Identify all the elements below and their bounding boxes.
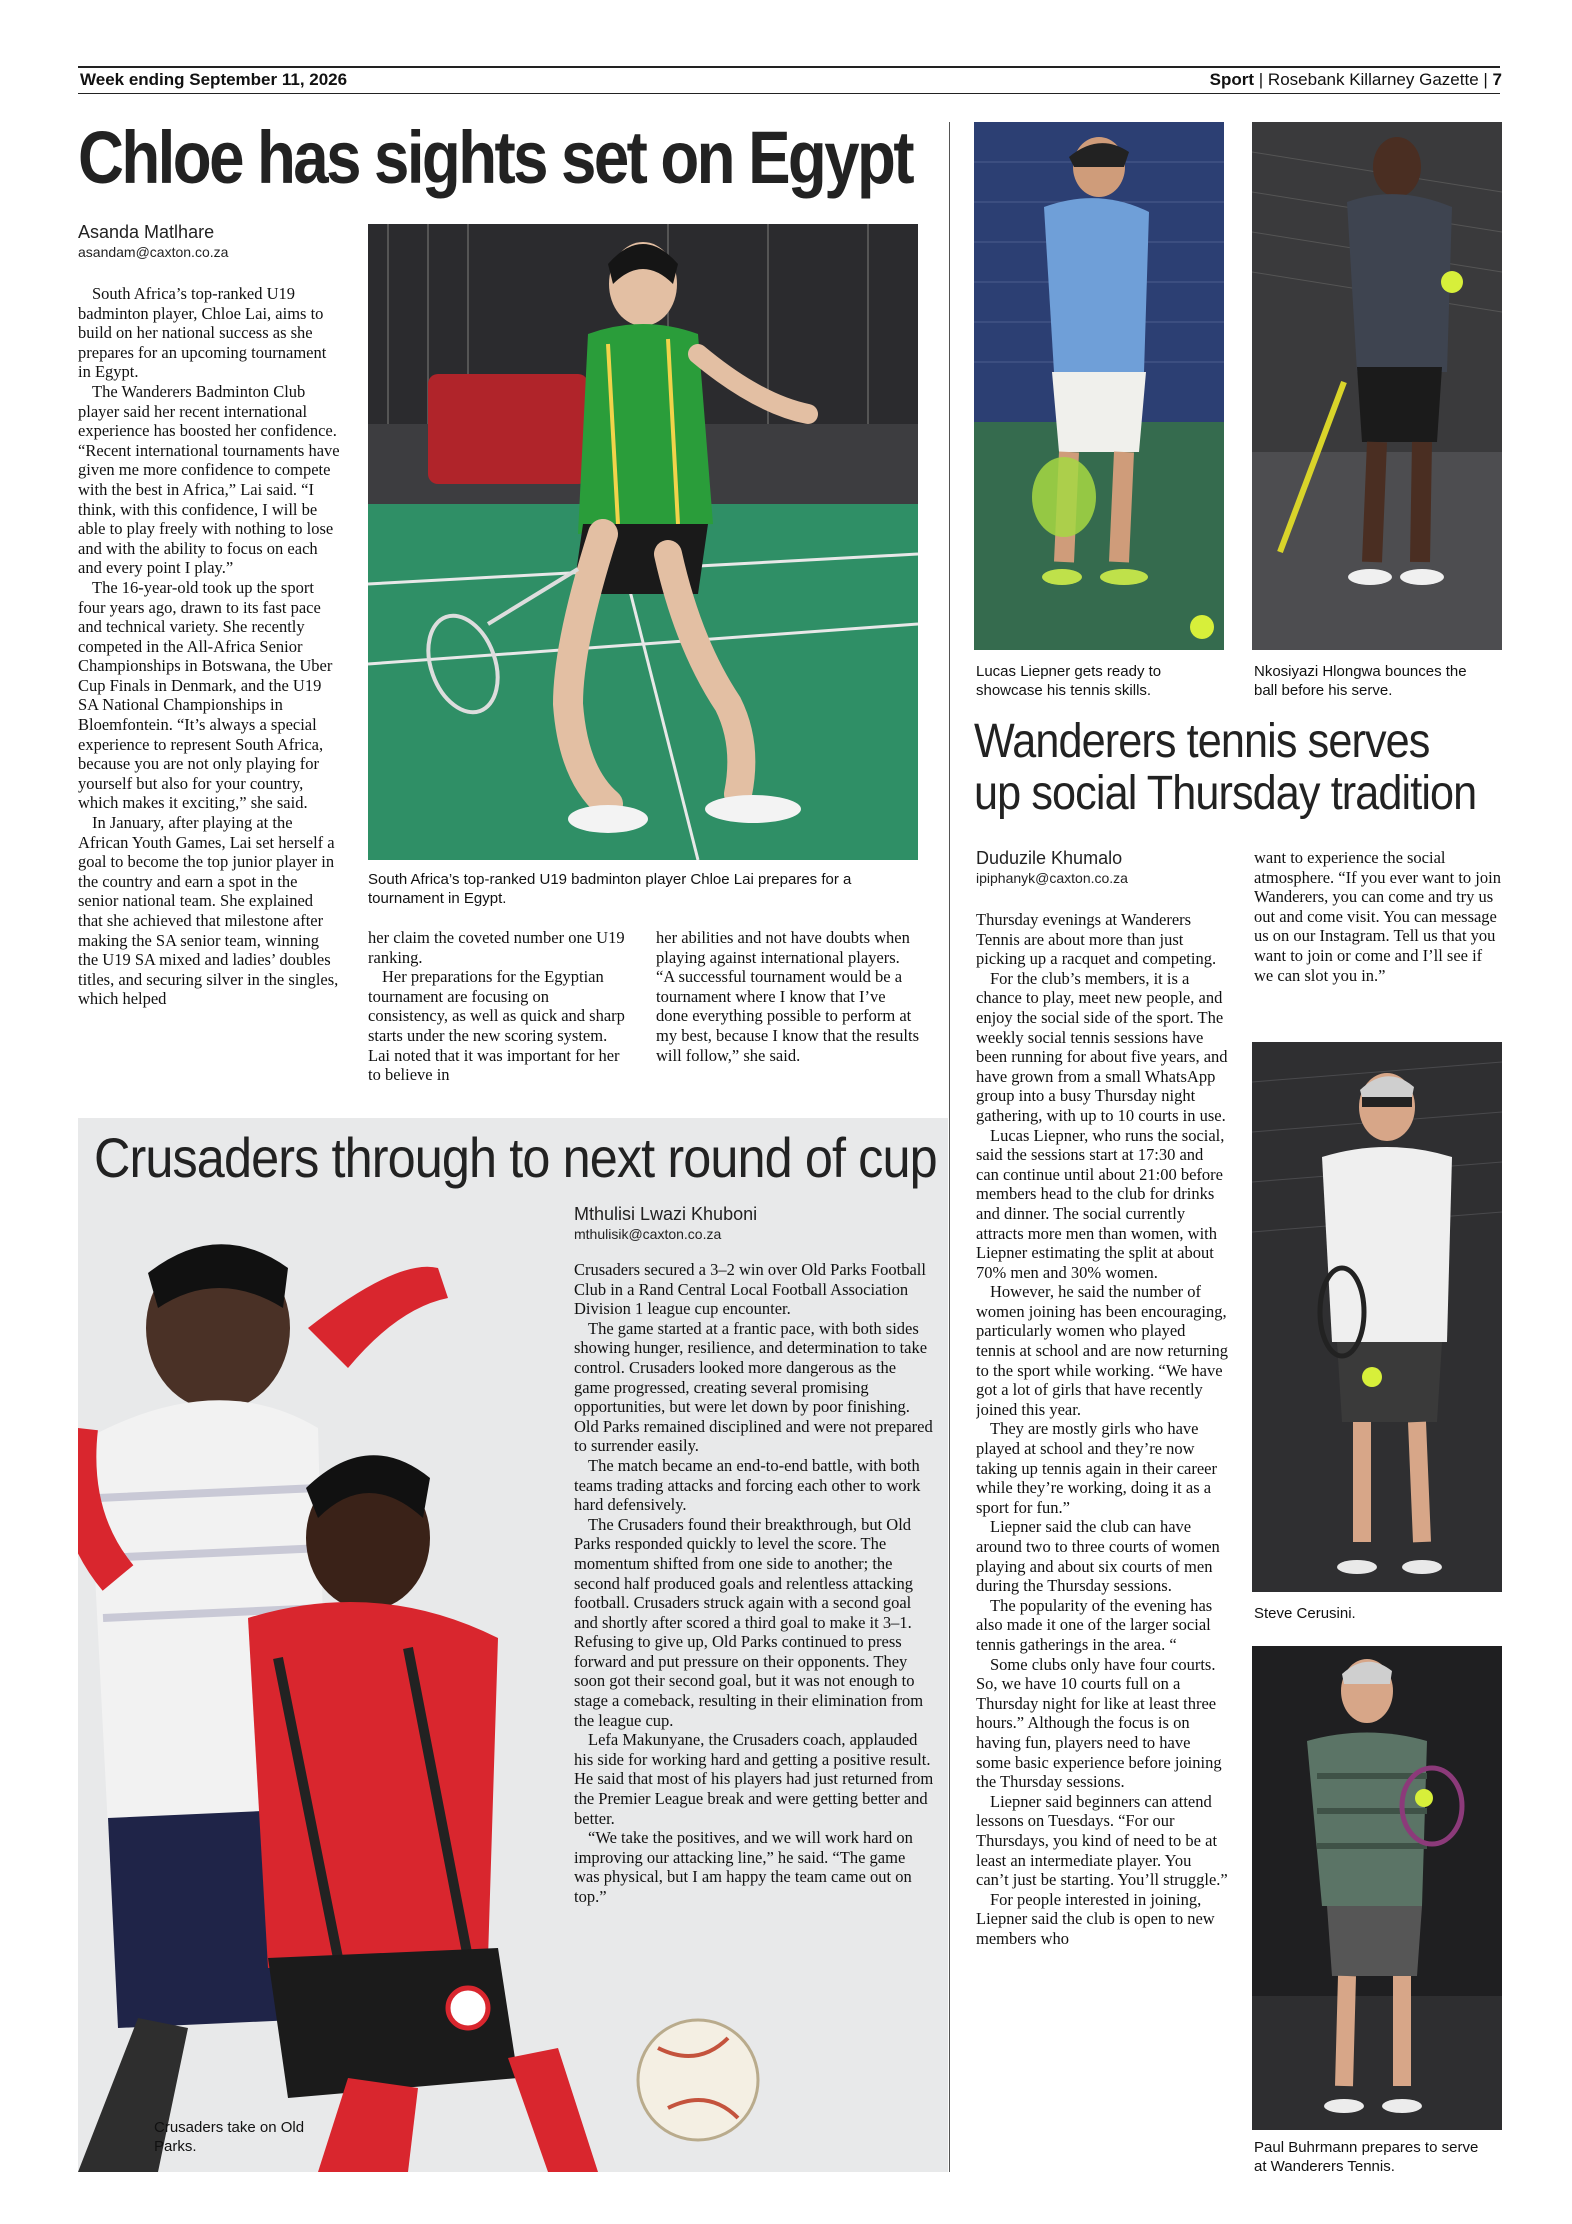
tennis-player-image: [974, 122, 1224, 650]
buhrmann-photo: [1252, 1646, 1502, 2130]
chloe-column-1: [78, 284, 340, 1094]
crusaders-author: Mthulisi Lwazi Khuboni: [574, 1204, 758, 1224]
chloe-author: Asanda Matlhare: [78, 222, 215, 242]
hlongwa-photo: [1252, 122, 1502, 650]
buhrmann-caption: Paul Buhrmann prepares to serve at Wanderers Tennis.: [1254, 2139, 1479, 2175]
publication-name: Rosebank Killarney Gazette: [1267, 70, 1479, 89]
hlongwa-caption: Nkosiyazi Hlongwa bounces the ball before his serve.: [1254, 663, 1467, 699]
paragraph: Lefa Makunyane, the Crusaders coach, applauded his side for working hard and getting a positive result. He said that most of his players had just returned from the Premier League break and were getting better and better.: [574, 1730, 934, 1828]
tennis-email: ipiphanyk@caxton.co.za: [976, 870, 1128, 886]
paragraph: “We take the positives, and we will work hard on improving our attacking line,” he said. “The game was physical, but I am happy the team came out on top.”: [574, 1828, 913, 1906]
paragraph: her abilities and not have doubts when playing against international players. “A successful tournament would be a tournament where I know that I’ve done everything possible to perform at my best, because I know that the results will follow,” she said.: [656, 928, 920, 1065]
chloe-column-3: [656, 928, 920, 1090]
page-header-right: Sport | Rosebank Killarney Gazette | 7: [1209, 70, 1502, 89]
paragraph: The 16-year-old took up the sport four years ago, drawn to its fast pace and technical variety. She recently competed in the All-Africa Senior Championships in Botswana, the Uber Cup Finals in Denmark, and the U19 SA National Championships in Bloemfontein. “It’s always a special experience to represent South Africa, because you are not only playing for yourself but also for your country, which makes it exciting,” she said.: [78, 577, 333, 813]
header-rule-top: [78, 66, 1500, 68]
paragraph: Liepner said beginners can attend lessons on Tuesdays. “For our Thursdays, you kind of need to be at least an intermediate player. You can’t just be starting. You’ll struggle.”: [976, 1791, 1228, 1890]
tennis-player-image-3: [1252, 1042, 1502, 1592]
liepner-photo: [974, 122, 1224, 650]
header-rule-bottom: [78, 93, 1500, 94]
paragraph: Some clubs only have four courts. So, we have 10 courts full on a Thursday night for like at least three hours.” Although the focus is on having fun, players need to have some basic experience before joining the Thursday sessions.: [976, 1654, 1222, 1792]
paragraph: Lucas Liepner, who runs the social, said the sessions start at 17:30 and can continue until about 21:00 before members head to the club for drinks and dinner. The social currently attracts more men than women, with Liepner estimating the split at about 70% men and 30% women.: [976, 1125, 1225, 1282]
tennis-player-image-4: [1252, 1646, 1502, 2130]
chloe-photo: [368, 224, 918, 860]
paragraph: The Crusaders found their breakthrough, but Old Parks responded quickly to level the score. The momentum shifted from one side to another; the second half produced goals and relentless attacking football. Crusaders struck again with a second goal and shortly after scored a third goal to make it 3–1. Refusing to give up, Old Parks continued to press forward and put pressure on their opponents. They soon got their second goal, but it was not enough to stage a comeback, resulting in their elimination from the league cup.: [574, 1514, 924, 1730]
paragraph: For people interested in joining, Liepner said the club is open to new members who: [976, 1889, 1215, 1948]
tennis-column-1: [976, 910, 1228, 2172]
cerusini-caption: Steve Cerusini.: [1254, 1605, 1356, 1622]
cerusini-photo: [1252, 1042, 1502, 1592]
paragraph: want to experience the social atmosphere. “If you ever want to join Wanderers, you can come and try us out and come visit. You can message us on our Instagram. Tell us that you want to join or come and I’ll see if we can slot you in.”: [1254, 848, 1501, 985]
paragraph: The game started at a frantic pace, with both sides showing hunger, resilience, and determination to take control. Crusaders looked more dangerous as the game progressed, creating several promising opportunities, but were let down by poor finishing. Old Parks remained disciplined and were not prepared to surrender easily.: [574, 1318, 933, 1456]
liepner-caption: Lucas Liepner gets ready to showcase his tennis skills.: [976, 663, 1162, 699]
chloe-column-2: [368, 928, 630, 1090]
paragraph: The Wanderers Badminton Club player said her recent international experience has boosted her confidence. “Recent international tournaments have given me more confidence to compete with the best in Africa,” Lai said. “I think, with this confidence, I will be able to play freely with nothing to lose and with the ability to focus on each and every point I play.”: [78, 381, 340, 578]
section-name: Sport: [1209, 70, 1255, 89]
crusaders-body: [574, 1260, 934, 1980]
chloe-caption: South Africa’s top-ranked U19 badminton player Chloe Lai prepares for a tournament in Egypt.: [368, 871, 852, 907]
tennis-column-2: [1254, 848, 1504, 1008]
chloe-headline: Chloe has sights set on Egypt: [78, 116, 912, 199]
tennis-headline: Wanderers tennis serves up social Thursday tradition: [974, 715, 1477, 820]
crusaders-section: [78, 1118, 948, 2172]
paragraph: Crusaders secured a 3–2 win over Old Parks Football Club in a Rand Central Local Football Association Division 1 league cup encounter.: [574, 1260, 926, 1319]
tennis-player-image-2: [1252, 122, 1502, 650]
paragraph: For the club’s members, it is a chance to play, meet new people, and enjoy the social side of the sport. The weekly social tennis sessions have been running for about five years, and have grown from a small WhatsApp group into a busy Thursday night gathering, with up to 10 courts in use.: [976, 968, 1228, 1125]
paragraph: Liepner said the club can have around two to three courts of women playing and about six courts of men during the Thursday sessions.: [976, 1517, 1220, 1596]
chloe-email: asandam@caxton.co.za: [78, 244, 229, 260]
paragraph: Her preparations for the Egyptian tournament are focusing on consistency, as well as quick and sharp starts under the new scoring system. Lai noted that it was important for her to believe in: [368, 967, 625, 1085]
paragraph: her claim the coveted number one U19 ranking.: [368, 928, 625, 967]
column-divider: [949, 122, 950, 2172]
crusaders-caption: Crusaders take on Old Parks.: [154, 2119, 305, 2155]
badminton-player-image: [368, 224, 918, 860]
paragraph: However, he said the number of women joining has been encouraging, particularly women who played tennis at school and are now returning to the sport while working. “We have got a lot of girls that have recently joined this year.: [976, 1282, 1228, 1419]
crusaders-email: mthulisik@caxton.co.za: [574, 1226, 722, 1242]
paragraph: Thursday evenings at Wanderers Tennis are about more than just picking up a racquet and competing.: [976, 910, 1217, 969]
tennis-author: Duduzile Khumalo: [976, 848, 1123, 868]
page-number: 7: [1492, 70, 1502, 89]
paragraph: South Africa’s top-ranked U19 badminton player, Chloe Lai, aims to build on her national success as she prepares for an upcoming tournament in Egypt.: [78, 284, 327, 382]
paragraph: The match became an end-to-end battle, with both teams trading attacks and forcing each other to work hard defensively.: [574, 1455, 921, 1515]
paragraph: They are mostly girls who have played at school and they’re now taking up tennis again in their career while they’re working, doing it as a sport for fun.”: [976, 1419, 1217, 1517]
paragraph: In January, after playing at the African Youth Games, Lai set herself a goal to become the top junior player in the country and earn a spot in the senior national team. She explained that she achieved that milestone after making the SA senior team, winning the U19 SA mixed and ladies’ doubles titles, and securing silver in the singles, which helped: [78, 813, 339, 1009]
issue-date: Week ending September 11, 2026: [80, 70, 348, 89]
paragraph: The popularity of the evening has also made it one of the larger social tennis gatherings in the area. “: [976, 1595, 1213, 1654]
crusaders-headline: Crusaders through to next round of cup: [94, 1126, 937, 1189]
